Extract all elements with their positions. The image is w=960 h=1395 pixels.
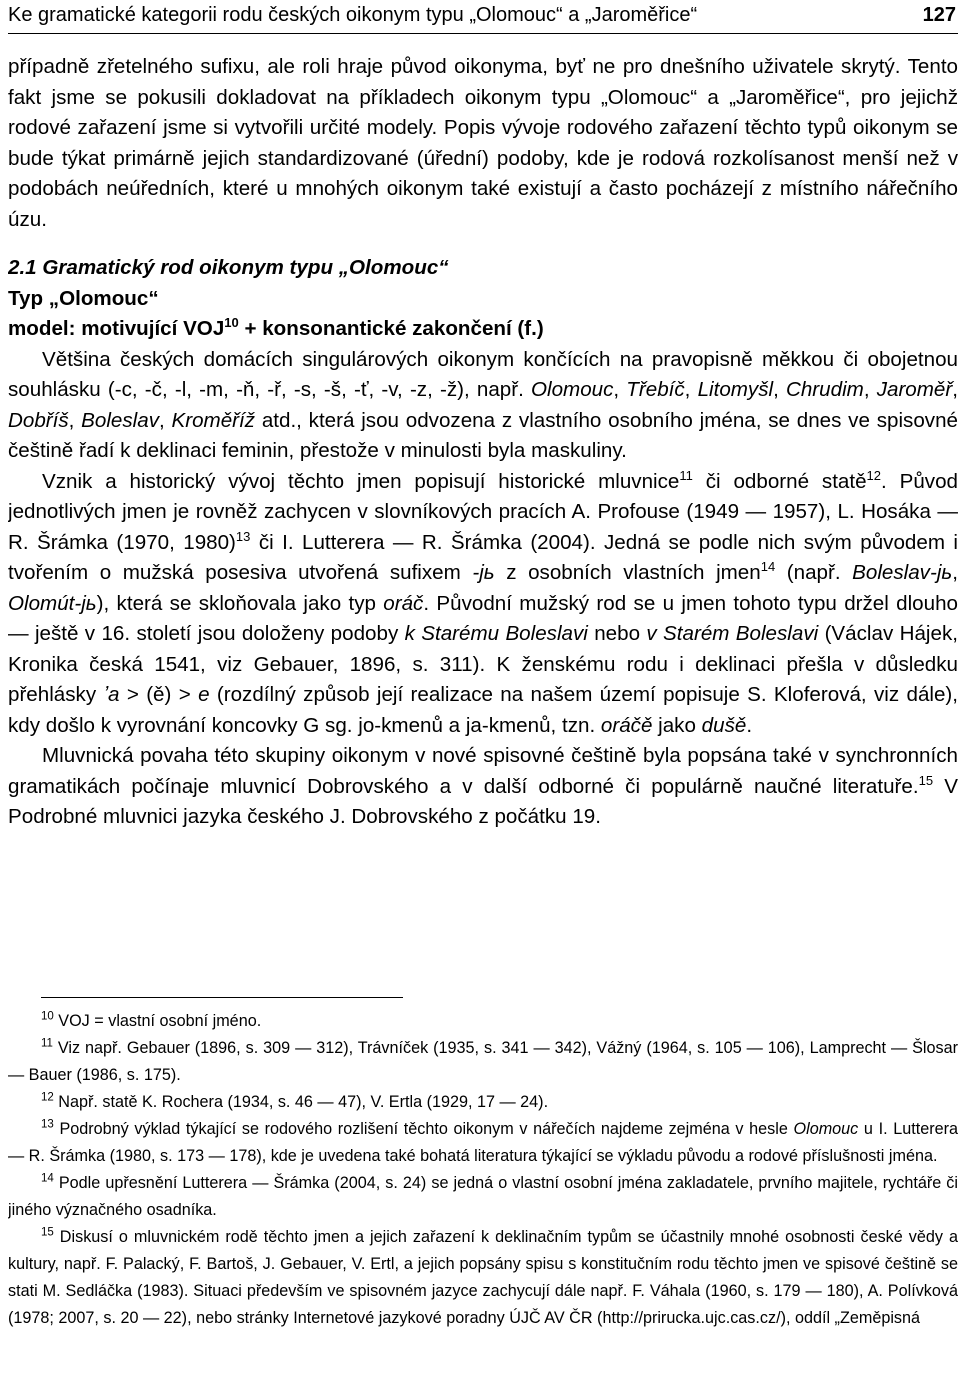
italic-term: oráč (383, 591, 424, 615)
footnote-10 (8, 1008, 958, 1035)
footnote-13 (8, 1116, 958, 1170)
text-span: , (952, 561, 958, 584)
type-label: Typ „Olomouc“ (8, 286, 159, 310)
italic-term: Boleslav (81, 408, 159, 432)
italic-term: Boleslav-jь (852, 561, 953, 584)
footnote-ref-11: 11 (679, 467, 693, 483)
footnote-14 (8, 1170, 958, 1224)
footnote-separator (41, 997, 403, 998)
text-span: Vznik a historický vývoj těchto jmen popisují historické mluvnice (42, 469, 680, 493)
italic-term: Chrudim (785, 378, 864, 401)
text-span: (rozdílný způsob její realizace na našem území popisuje S. Kloferová, viz dále), kdy došlo k vyrovnání koncovky G sg. jo-kmenů a ja-kmenů, tzn. (8, 683, 958, 737)
italic-term: v Starém Boleslavi (646, 622, 819, 645)
text-span: (např. (775, 561, 853, 584)
text-span: či odborné statě (692, 469, 867, 493)
italic-term: oráčě (600, 713, 653, 737)
italic-term: Jaroměř (876, 378, 953, 401)
footnotes (8, 1008, 958, 1332)
paragraph-1 (8, 345, 958, 467)
paragraph-3 (8, 741, 958, 833)
text-span: , (68, 408, 82, 432)
italic-term: Dobříš (8, 408, 69, 432)
footnote-ref-15: 15 (918, 772, 934, 788)
text-span: , (952, 378, 958, 401)
text-span: > (ě) > (119, 683, 199, 706)
running-header (8, 0, 958, 34)
italic-term: ʼa (103, 683, 120, 706)
text-span: nebo (587, 622, 647, 645)
footnote-ref-10: 10 (224, 315, 239, 331)
italic-term: -jь (472, 561, 495, 584)
text-span: , (863, 378, 877, 401)
footnote-number: 14 (41, 1172, 54, 1185)
text-span: , (613, 378, 627, 401)
italic-term: e (198, 683, 210, 706)
paragraph-2 (8, 467, 958, 742)
text-span: z osobních vlastních jmen (494, 561, 761, 584)
text-span: ), která se skloňovala jako typ (96, 591, 384, 615)
italic-term: k Starému Boleslavi (404, 622, 588, 645)
text-span: Většina českých domácích singulárových oikonym končících na pravopisně měkkou či obojetnou souhlásku (-c, -č, -l, -m, -ň, -ř, -s, -š, -ť, -v, -z, -ž), např. (8, 347, 958, 401)
footnote-text: VOJ = vlastní osobní jméno. (53, 1012, 262, 1030)
footnote-text: Viz např. Gebauer (1896, s. 309 — 312), Trávníček (1935, s. 341 — 342), Vážný (1964, s. 105 — 106), Lamprecht — Šlosar — Bauer (1986, s. 175). (8, 1039, 958, 1084)
footnote-number: 11 (41, 1037, 53, 1050)
italic-term: Olomút-jь (8, 591, 97, 615)
text-span: , (159, 408, 172, 432)
italic-term: dušě (701, 713, 747, 737)
footnote-ref-14: 14 (760, 559, 776, 575)
footnote-text: u I. Lutterera — R. Šrámka (1980, s. 173 — 178), kde je uvedena také bohatá literatura týkající se výkladu původu a rodové příslušnosti jména. (8, 1120, 958, 1165)
footnote-text: Diskusí o mluvnickém rodě těchto jmen a jejich zařazení k deklinačním typům se účastnily mnohé osobnosti české vědy a kultury, např. F. Palacký, F. Bartoš, J. Gebauer, V. Ertl, a jejich popsány spisu s konstitučním rodu těchto jmen ve spisové češtině se stati M. Sedláčka (1983). Situaci především ve spisovném jazyce zachycují dále např. F. Váhala (1960, s. 179 — 180), A. Polívková (1978; 2007, s. 20 — 22), nebo stránky Internetové jazykové poradny ÚJČ AV ČR (http://prirucka.ujc.cas.cz/), oddíl „Zeměpisná (8, 1228, 958, 1327)
section-heading: 2.1 Gramatický rod oikonym typu „Olomouc“ (8, 256, 449, 279)
running-title: Ke gramatické kategorii rodu českých oikonym typu „Olomouc“ a „Jaroměřice“ (8, 4, 698, 26)
text-span: atd., která jsou odvozena z vlastního osobního jména, se dnes ve spisovné češtině řadí k deklinaci feminin, přestože v minulosti byla maskuliny. (8, 408, 958, 462)
text-span: Mluvnická povaha této skupiny oikonym v nové spisovné češtině byla popsána také v synchronních gramatikách počínaje mluvnicí Dobrovského a v další odborné či populárně naučné literatuře. (8, 744, 958, 798)
text-span: , (773, 378, 786, 401)
model-rest: + konsonantické zakončení (f.) (238, 317, 544, 340)
footnote-number: 12 (41, 1091, 54, 1104)
model-line (8, 314, 958, 345)
footnote-ref-13: 13 (235, 528, 251, 544)
intro-paragraph (8, 52, 958, 235)
text-span: (Václav Hájek, Kronika česká 1541, viz Gebauer, 1896, s. 311). K ženskému rodu i deklinaci přešla v důsledku přehlásky (8, 622, 958, 706)
text-span: V Podrobné mluvnici jazyka českého J. Dobrovského z počátku 19. (8, 774, 958, 828)
page (8, 0, 958, 1395)
footnote-number: 13 (41, 1118, 54, 1131)
text-span: . Původní mužský rod se u jmen tohoto typu držel dlouho — ještě v 16. století jsou doloženy podoby (8, 591, 958, 645)
footnote-text: Podle upřesnění Lutterera — Šrámka (2004, s. 24) se jedná o vlastní osobní jména zakladatele, prvního majitele, rychtáře či jiného význačného osadníka. (8, 1174, 958, 1219)
text-span: . (746, 713, 753, 737)
text-span: , (684, 378, 698, 401)
italic-term: Olomouc (793, 1120, 859, 1138)
footnote-11 (8, 1035, 958, 1089)
italic-term: Třebíč (626, 378, 685, 401)
body-text (8, 52, 958, 833)
footnote-text: Např. statě K. Rochera (1934, s. 46 — 47), V. Ertla (1929, 17 — 24). (53, 1093, 549, 1111)
text-span: či I. Lutterera — R. Šrámka (2004). Jedná se podle nich svým původem i tvořením o mužská posesiva utvořená sufixem (8, 530, 958, 584)
intro-text: případně zřetelného sufixu, ale roli hraje původ oikonyma, byť ne pro dnešního uživatele skrytý. Tento fakt jsme se pokusili dokladovat na příkladech oikonym typu „Olomouc“ a „Jaroměřice“, pro jejichž rodové zařazení jsme si vytvořili určité modely. Popis vývoje rodového zařazení těchto typů oikonym se bude týkat primárně jejich standardizované (úřední) podoby, kde je rodová rozkolísanost menší než v podobách neúředních, které u mnohých oikonym také existují a často pocházejí z místního nářečního úzu. (8, 55, 958, 231)
footnote-12 (8, 1089, 958, 1116)
text-span: . Původ jednotlivých jmen je rovněž zachycen v slovníkových pracích A. Profouse (1949 — 1957), L. Hosáka — R. Šrámka (1970, 1980) (8, 469, 958, 554)
page-number: 127 (922, 4, 956, 26)
footnote-number: 10 (41, 1010, 54, 1023)
footnote-ref-12: 12 (866, 467, 882, 483)
footnote-number: 15 (41, 1226, 54, 1239)
model-text: model: motivující VOJ (8, 317, 225, 340)
italic-term: Litomyšl (697, 378, 774, 401)
text-span: jako (652, 713, 702, 737)
footnote-15 (8, 1224, 958, 1332)
footnote-text: Podrobný výklad týkající se rodového rozlišení těchto oikonym v nářečích najdeme zejména v hesle (53, 1120, 794, 1138)
italic-term: Olomouc (531, 378, 614, 401)
italic-term: Kroměříž (171, 408, 256, 432)
